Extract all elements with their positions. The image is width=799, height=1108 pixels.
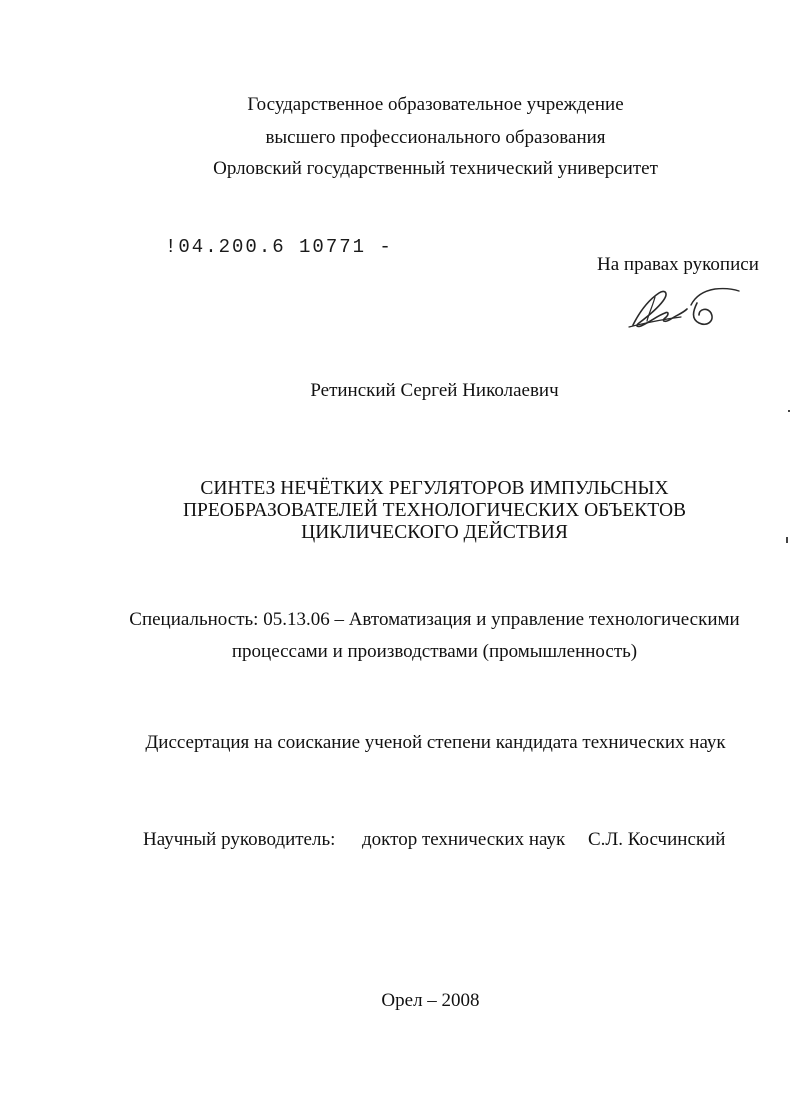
- title-line-2: ПРЕОБРАЗОВАТЕЛЕЙ ТЕХНОЛОГИЧЕСКИХ ОБЪЕКТОВ: [182, 500, 687, 521]
- registration-number: !04.200.6 10771 -: [165, 236, 393, 258]
- institution-line-1: Государственное образовательное учреждение: [247, 94, 624, 115]
- manuscript-note: На правах рукописи: [597, 254, 759, 275]
- advisor-name: С.Л. Косчинский: [588, 829, 726, 850]
- signature-icon: [625, 283, 745, 333]
- specialty-line-1: Специальность: 05.13.06 – Автоматизация и управление технологическими: [129, 609, 740, 630]
- institution-line-3: Орловский государственный технический университет: [213, 158, 658, 179]
- specialty-line-2: процессами и производствами (промышленность): [231, 641, 638, 662]
- scan-speck: [788, 410, 790, 412]
- place-year: Орел – 2008: [381, 990, 480, 1011]
- advisor-degree: доктор технических наук: [362, 829, 566, 850]
- title-line-3: ЦИКЛИЧЕСКОГО ДЕЙСТВИЯ: [301, 522, 568, 543]
- author-name: Ретинский Сергей Николаевич: [310, 380, 559, 401]
- dissertation-statement: Диссертация на соискание ученой степени кандидата технических наук: [145, 732, 726, 753]
- dissertation-title: [0, 478, 799, 544]
- title-line-1: СИНТЕЗ НЕЧЁТКИХ РЕГУЛЯТОРОВ ИМПУЛЬСНЫХ: [200, 478, 669, 499]
- specialty: [0, 604, 799, 668]
- institution-line-2: высшего профессионального образования: [265, 127, 606, 148]
- scan-speck: [786, 537, 788, 543]
- advisor-label: Научный руководитель:: [143, 829, 336, 850]
